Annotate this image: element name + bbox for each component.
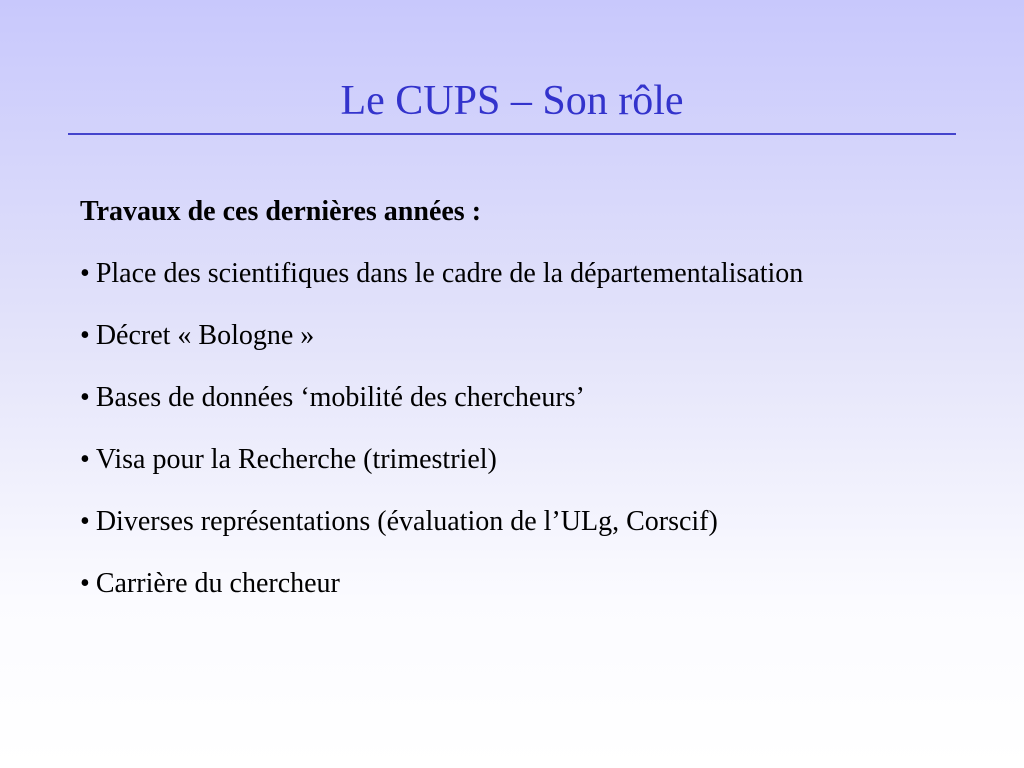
bullet-icon: • xyxy=(80,382,90,413)
bullet-text: Place des scientifiques dans le cadre de la départementalisation xyxy=(95,258,804,289)
bullet-text: Carrière du chercheur xyxy=(95,568,340,599)
bullet-text: Bases de données ‘mobilité des chercheurs’ xyxy=(95,382,585,413)
bullet-list xyxy=(80,254,980,604)
list-item xyxy=(80,378,980,418)
bullet-icon: • xyxy=(80,320,90,351)
title-divider xyxy=(68,133,956,135)
bullet-icon: • xyxy=(80,258,90,289)
bullet-icon: • xyxy=(80,444,90,475)
list-item xyxy=(80,316,980,356)
section-heading: Travaux de ces dernières années : xyxy=(80,196,482,227)
bullet-text: Diverses représentations (évaluation de l’ULg, Corscif) xyxy=(95,506,718,537)
bullet-text: Décret « Bologne » xyxy=(95,320,315,351)
bullet-icon: • xyxy=(80,506,90,537)
slide-title: Le CUPS – Son rôle xyxy=(340,78,684,124)
list-item xyxy=(80,564,980,604)
bullet-text: Visa pour la Recherche (trimestriel) xyxy=(95,444,497,475)
list-item xyxy=(80,502,980,542)
list-item xyxy=(80,254,980,294)
bullet-icon: • xyxy=(80,568,90,599)
list-item xyxy=(80,440,980,480)
slide-content xyxy=(80,192,980,626)
